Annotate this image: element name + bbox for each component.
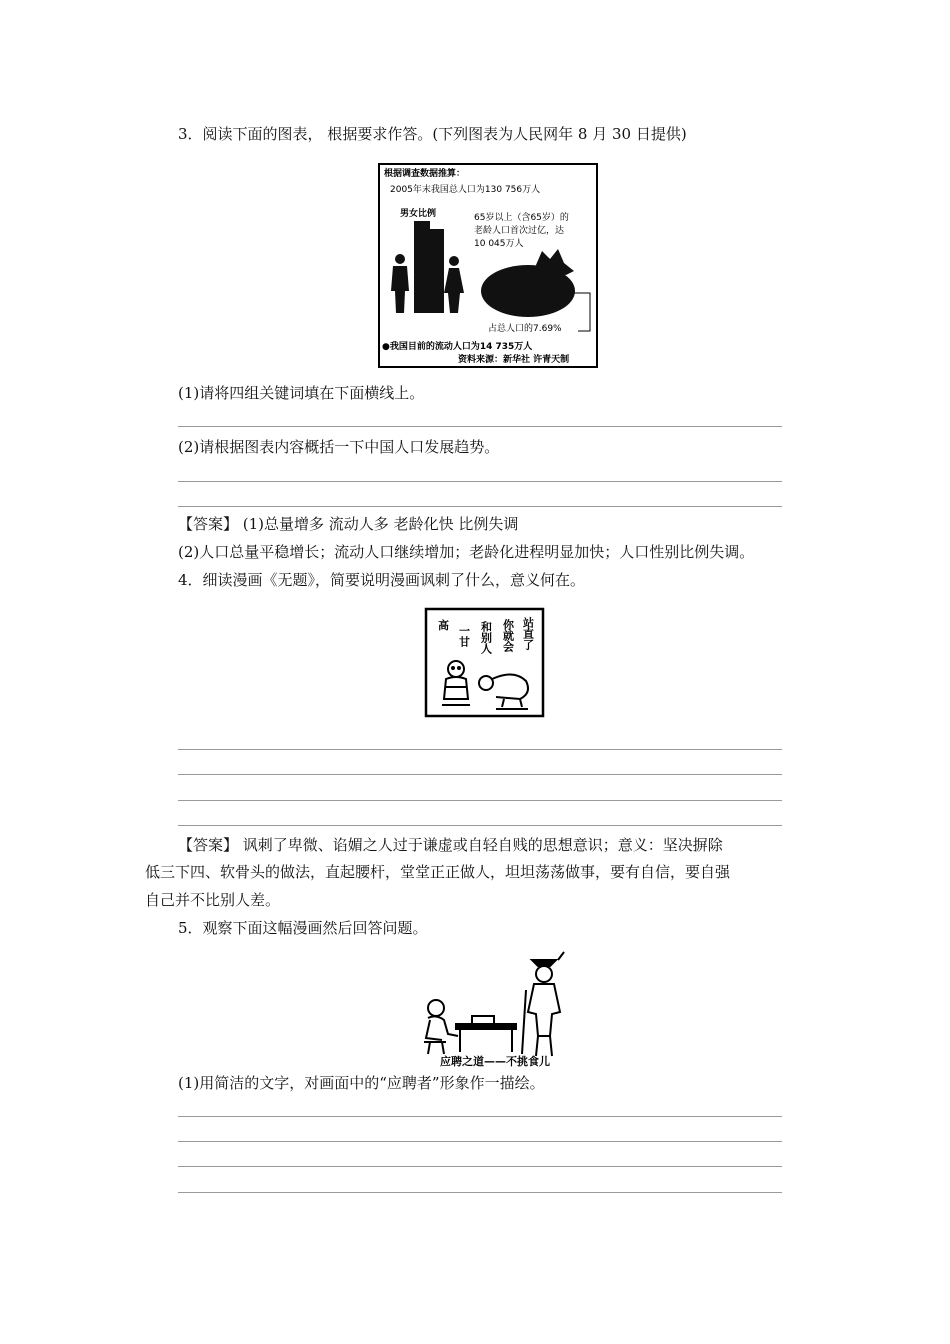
desk-icon: [456, 1016, 516, 1052]
chart-share: 占总人口的7.69%: [488, 324, 562, 334]
q5-prompt: 5．观察下面这幅漫画然后回答问题。: [178, 919, 428, 937]
q3-answer2: (2)人口总量平稳增长；流动人口继续增加；老龄化进程明显加快；人口性别比例失调。: [178, 543, 755, 561]
q3-sub2: (2)请根据图表内容概括一下中国人口发展趋势。: [178, 438, 500, 456]
cartoon-text-2: 一甘: [457, 625, 471, 647]
chart-head: 根据调查数据推算：: [384, 169, 466, 179]
q3-prompt: 3．阅读下面的图表， 根据要求作答。(下列图表为人民网年 8 月 30 日提供): [178, 125, 687, 143]
chart-floating: ●我国目前的流动人口为14 735万人: [382, 342, 533, 352]
answer-line: [178, 1116, 782, 1117]
q4-answer-line3: 自己并不比别人差。: [145, 891, 281, 909]
answer-line: [178, 426, 782, 427]
chart-total: 2005年末我国总人口为130 756万人: [390, 185, 541, 195]
q3-sub1: (1)请将四组关键词填在下面横线上。: [178, 384, 425, 402]
cartoon-caption: 应聘之道——不挑食儿: [440, 1055, 550, 1068]
answer-line: [178, 481, 782, 482]
answer-line: [178, 774, 782, 775]
answer-line: [178, 825, 782, 826]
cartoon-text-4: 你就会: [501, 619, 515, 652]
answer-line: [178, 1141, 782, 1142]
answer-tag: 【答案】: [178, 836, 239, 854]
applicant-icon: [522, 952, 564, 1056]
chart-elderly-3: 10 045万人: [474, 239, 524, 249]
cartoon-text-1: 高: [438, 619, 449, 632]
gender-bar-male: [414, 221, 430, 313]
answer-line: [178, 1192, 782, 1193]
population-infographic: [378, 163, 598, 372]
cartoon-text-5: 站直了: [521, 617, 535, 650]
cartoon-job-seeking: [418, 950, 578, 1072]
chart-elderly-1: 65岁以上（含65岁）的: [474, 213, 569, 223]
q4-prompt: 4．细读漫画《无题》，简要说明漫画讽刺了什么，意义何在。: [178, 571, 586, 589]
answer-line: [178, 749, 782, 750]
answer-line: [178, 1166, 782, 1167]
interviewer-icon: [424, 1000, 458, 1054]
answer-line: [178, 506, 782, 507]
chart-source: 资料来源：新华社 许青天制: [458, 355, 570, 365]
cartoon-text-3: 和别人: [479, 621, 493, 654]
chart-gender-label: 男女比例: [400, 209, 437, 219]
q4-answer-line2: 低三下四、软骨头的做法，直起腰杆，堂堂正正做人，坦坦荡荡做事，要有自信，要自强: [145, 863, 731, 881]
q4-answer-line1: 【答案】 讽刺了卑微、谄媚之人过于谦虚或自轻自贱的思想意识；意义：坚决摒除: [178, 836, 723, 854]
chart-elderly-2: 老龄人口首次过亿，达: [474, 226, 565, 236]
answer-tag: 【答案】: [178, 515, 239, 533]
gender-bar-female: [430, 229, 444, 313]
q3-answer1: 【答案】 (1)总量增多 流动人多 老龄化快 比例失调: [178, 515, 519, 533]
q5-sub1: (1)用简洁的文字，对画面中的“应聘者”形象作一描绘。: [178, 1074, 545, 1092]
answer-line: [178, 800, 782, 801]
cartoon-untitled: [424, 607, 545, 722]
